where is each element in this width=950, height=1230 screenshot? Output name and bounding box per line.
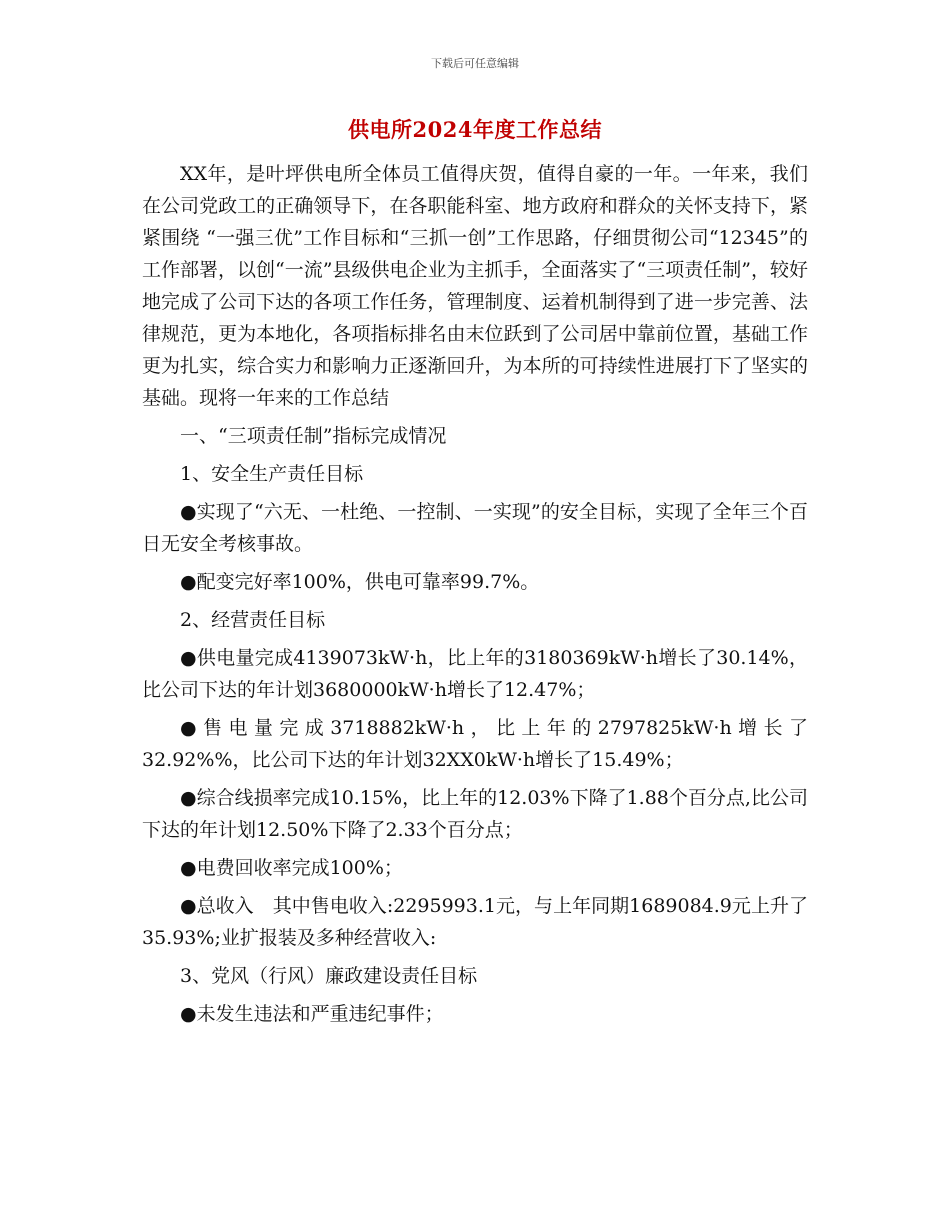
bullet-power-sales: ●售电量完成3718882kW·h，比上年的2797825kW·h增长了32.92%%，比公司下达的年计划32XX0kW·h增长了15.49%； bbox=[142, 717, 808, 771]
header-note: 下载后可任意编辑 bbox=[431, 57, 519, 70]
bullet-reliability: ●配变完好率100%，供电可靠率99.7%。 bbox=[180, 571, 540, 593]
bullet-power-supply: ●供电量完成4139073kW·h，比上年的3180369kW·h增长了30.14%，比公司下达的年计划3680000kW·h增长了12.47%； bbox=[142, 647, 808, 701]
bullet-total-income: ●总收入 其中售电收入:2295993.1元，与上年同期1689084.9元上升了35.93%;业扩报装及多种经营收入: bbox=[142, 895, 808, 949]
bullet-safety-goal: ●实现了“六无、一杜绝、一控制、一实现”的安全目标，实现了全年三个百日无安全考核事故。 bbox=[142, 501, 808, 555]
subsection-heading-safety: 1、安全生产责任目标 bbox=[180, 463, 364, 485]
document-body bbox=[142, 158, 808, 1036]
document-title: 供电所2024年度工作总结 bbox=[348, 117, 602, 142]
bullet-fee-recovery: ●电费回收率完成100%； bbox=[180, 857, 403, 879]
bullet-no-violations: ●未发生违法和严重违纪事件； bbox=[180, 1003, 444, 1025]
subsection-heading-integrity: 3、党风（行风）廉政建设责任目标 bbox=[180, 965, 478, 987]
paragraph-intro: XX年，是叶坪供电所全体员工值得庆贺，值得自豪的一年。一年来，我们在公司党政工的正确领导下，在各职能科室、地方政府和群众的关怀支持下，紧紧围绕 “一强三优”工作目标和“三抓一创”工作思路，仔细贯彻公司“12345”的工作部署，以创“一流”县级供电企业为主抓手，全面落实了“三项责任制”，较好地完成了公司下达的各项工作任务，管理制度、运着机制得到了进一步完善、法律规范，更为本地化，各项指标排名由末位跃到了公司居中靠前位置，基础工作更为扎实，综合实力和影响力正逐渐回升，为本所的可持续性进展打下了坚实的基础。现将一年来的工作总结 bbox=[142, 163, 808, 409]
section-heading-1: 一、“三项责任制”指标完成情况 bbox=[180, 425, 447, 447]
bullet-line-loss: ●综合线损率完成10.15%，比上年的12.03%下降了1.88个百分点,比公司下达的年计划12.50%下降了2.33个百分点； bbox=[142, 787, 808, 841]
subsection-heading-operations: 2、经营责任目标 bbox=[180, 609, 326, 631]
